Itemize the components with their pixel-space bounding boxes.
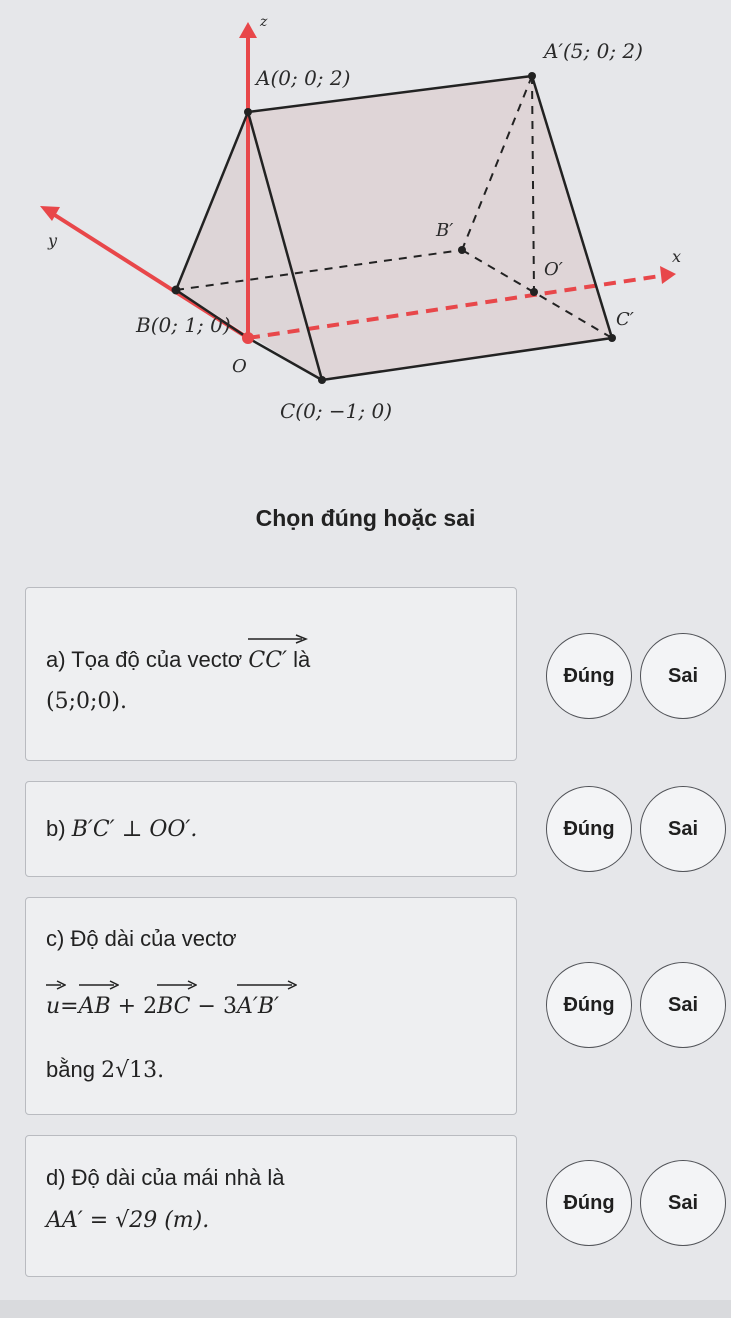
vector-arrow-icon <box>248 634 308 644</box>
question-card-a <box>25 587 517 761</box>
label-A-prime: A′(5; 0; 2) <box>544 39 643 63</box>
minus-three: − 3 <box>197 994 237 1019</box>
vector-cc-prime <box>248 644 287 678</box>
x-axis-arrow <box>660 266 676 284</box>
question-card-c <box>25 897 517 1115</box>
label-z: z <box>260 14 268 30</box>
point-B <box>172 286 181 295</box>
answer-c-false-button[interactable]: Sai <box>640 962 726 1048</box>
question-a-line1 <box>46 643 310 678</box>
question-a-prefix: a) Tọa độ của vectơ <box>46 647 243 672</box>
answer-a-false-button[interactable]: Sai <box>640 633 726 719</box>
question-c-line3-prefix: bằng <box>46 1057 95 1082</box>
vector-arrow-icon <box>46 980 66 990</box>
vector-apbp-text: A′B′ <box>236 994 280 1019</box>
question-d-line1: d) Độ dài của mái nhà là <box>46 1165 285 1190</box>
point-O-prime <box>530 288 538 296</box>
vector-bc <box>157 990 190 1024</box>
vector-arrow-icon <box>237 980 297 990</box>
label-C-prime: C′ <box>616 309 634 330</box>
page-title: Chọn đúng hoặc sai <box>255 505 476 531</box>
answer-d-false-button[interactable]: Sai <box>640 1160 726 1246</box>
vector-u <box>46 990 60 1024</box>
answer-c-true-button[interactable]: Đúng <box>546 962 632 1048</box>
question-card-d <box>25 1135 517 1277</box>
label-x: x <box>672 247 682 266</box>
question-b-line <box>46 812 197 847</box>
answer-d-true-button[interactable]: Đúng <box>546 1160 632 1246</box>
point-A-prime <box>528 72 536 80</box>
vector-ab-text: AB <box>78 994 111 1019</box>
answer-a-true-button[interactable]: Đúng <box>546 633 632 719</box>
question-c-line3 <box>46 1053 164 1088</box>
question-c-value: 2√13. <box>101 1058 165 1083</box>
label-A: A(0; 0; 2) <box>256 66 351 90</box>
vector-bc-text: BC <box>157 994 191 1019</box>
vector-u-text: u <box>46 994 61 1019</box>
vector-cc-prime-text: CC′ <box>248 648 288 673</box>
label-B: B(0; 1; 0) <box>136 313 231 337</box>
label-O-prime: O′ <box>544 259 563 280</box>
question-card-b <box>25 781 517 877</box>
point-C <box>318 376 326 384</box>
vector-ab <box>79 990 111 1024</box>
point-C-prime <box>608 334 616 342</box>
plus-two: + 2 <box>117 994 158 1019</box>
equals-sign: = <box>60 994 79 1019</box>
point-A <box>244 108 252 116</box>
question-a-line2: (5;0;0). <box>46 689 127 714</box>
question-b-prefix: b) <box>46 816 66 841</box>
bottom-strip <box>0 1300 731 1318</box>
question-c-line2 <box>46 990 279 1024</box>
point-B-prime <box>458 246 466 254</box>
vector-arrow-icon <box>79 980 119 990</box>
prism-figure <box>0 0 731 470</box>
label-y: y <box>48 231 58 250</box>
question-a-suffix: là <box>293 647 311 672</box>
label-B-prime: B′ <box>436 220 454 241</box>
question-c-line1: c) Độ dài của vectơ <box>46 926 237 951</box>
answer-b-true-button[interactable]: Đúng <box>546 786 632 872</box>
vector-apbp <box>237 990 279 1024</box>
label-O: O <box>232 356 247 377</box>
point-O <box>242 332 254 344</box>
answer-b-false-button[interactable]: Sai <box>640 786 726 872</box>
vector-arrow-icon <box>157 980 197 990</box>
question-d-line2: AA′ = √29 (m). <box>46 1208 210 1233</box>
question-b-expr: B′C′ ⊥ OO′. <box>71 817 198 842</box>
z-axis-arrow <box>239 22 257 38</box>
label-C: C(0; −1; 0) <box>280 399 393 423</box>
